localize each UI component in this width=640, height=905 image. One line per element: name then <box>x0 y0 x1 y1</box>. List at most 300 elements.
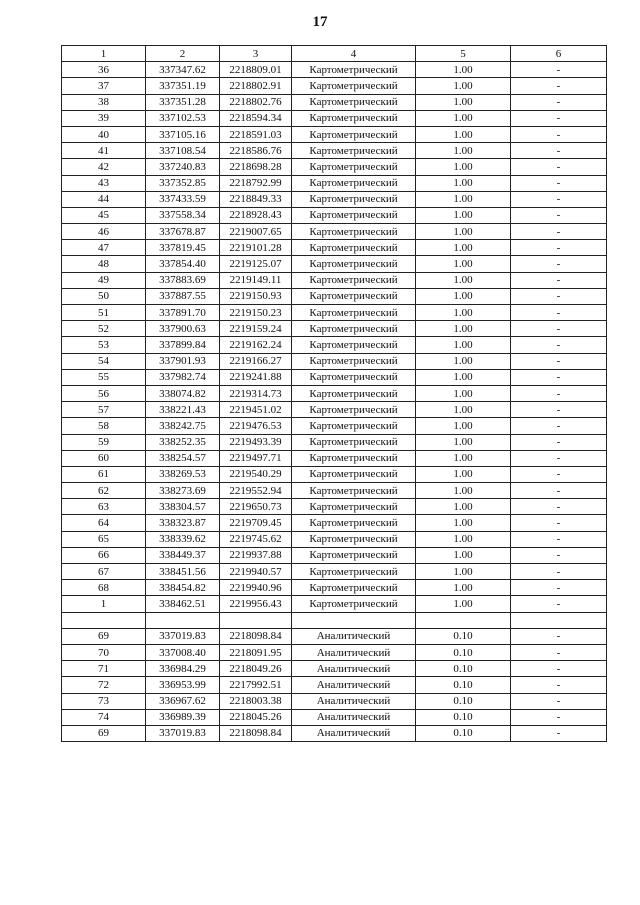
cell-description: - <box>511 628 607 644</box>
table-row <box>62 596 607 612</box>
cell-x-coordinate: 336984.29 <box>146 661 220 677</box>
cell-point-number: 39 <box>62 110 146 126</box>
cell-description: - <box>511 418 607 434</box>
cell-description: - <box>511 547 607 563</box>
cell-point-number: 51 <box>62 305 146 321</box>
cell-y-coordinate: 2219709.45 <box>220 515 292 531</box>
cell-accuracy: 1.00 <box>416 434 511 450</box>
cell-description: - <box>511 175 607 191</box>
cell-description: - <box>511 450 607 466</box>
table-body <box>62 62 607 742</box>
cell-method: Картометрический <box>292 143 416 159</box>
cell-accuracy: 1.00 <box>416 418 511 434</box>
cell-description: - <box>511 596 607 612</box>
table-row <box>62 272 607 288</box>
cell-x-coordinate: 337887.55 <box>146 288 220 304</box>
cell-point-number: 58 <box>62 418 146 434</box>
cell-accuracy: 0.10 <box>416 628 511 644</box>
cell-x-coordinate: 336989.39 <box>146 709 220 725</box>
cell-y-coordinate: 2218049.26 <box>220 661 292 677</box>
cell-description: - <box>511 580 607 596</box>
table-row <box>62 466 607 482</box>
cell-point-number: 65 <box>62 531 146 547</box>
cell-y-coordinate: 2219552.94 <box>220 483 292 499</box>
table-row <box>62 369 607 385</box>
cell-description: - <box>511 288 607 304</box>
cell-x-coordinate: 338339.62 <box>146 531 220 547</box>
cell-y-coordinate: 2218591.03 <box>220 126 292 142</box>
cell-accuracy: 1.00 <box>416 191 511 207</box>
cell-accuracy: 1.00 <box>416 159 511 175</box>
cell-x-coordinate: 337982.74 <box>146 369 220 385</box>
cell-y-coordinate <box>220 612 292 628</box>
cell-y-coordinate: 2218098.84 <box>220 725 292 741</box>
cell-method: Картометрический <box>292 434 416 450</box>
cell-y-coordinate: 2219162.24 <box>220 337 292 353</box>
cell-method: Картометрический <box>292 385 416 401</box>
cell-description: - <box>511 256 607 272</box>
cell-y-coordinate: 2219497.71 <box>220 450 292 466</box>
cell-point-number: 62 <box>62 483 146 499</box>
cell-method: Картометрический <box>292 353 416 369</box>
cell-accuracy <box>416 612 511 628</box>
cell-y-coordinate: 2219314.73 <box>220 385 292 401</box>
cell-point-number: 70 <box>62 644 146 660</box>
cell-accuracy: 0.10 <box>416 677 511 693</box>
cell-y-coordinate: 2218045.26 <box>220 709 292 725</box>
cell-y-coordinate: 2218098.84 <box>220 628 292 644</box>
cell-description: - <box>511 94 607 110</box>
table-row <box>62 191 607 207</box>
cell-accuracy: 1.00 <box>416 62 511 78</box>
cell-accuracy: 1.00 <box>416 353 511 369</box>
table-row <box>62 434 607 450</box>
cell-description: - <box>511 385 607 401</box>
cell-y-coordinate: 2218792.99 <box>220 175 292 191</box>
cell-accuracy: 1.00 <box>416 288 511 304</box>
cell-accuracy: 1.00 <box>416 483 511 499</box>
cell-x-coordinate: 337900.63 <box>146 321 220 337</box>
table-row <box>62 159 607 175</box>
table-row <box>62 110 607 126</box>
cell-method: Картометрический <box>292 596 416 612</box>
cell-point-number: 63 <box>62 499 146 515</box>
cell-y-coordinate: 2218586.76 <box>220 143 292 159</box>
cell-description: - <box>511 240 607 256</box>
cell-point-number: 56 <box>62 385 146 401</box>
table-row <box>62 337 607 353</box>
cell-method: Картометрический <box>292 94 416 110</box>
cell-method: Аналитический <box>292 725 416 741</box>
cell-y-coordinate: 2219159.24 <box>220 321 292 337</box>
cell-y-coordinate: 2219476.53 <box>220 418 292 434</box>
cell-y-coordinate: 2219745.62 <box>220 531 292 547</box>
table-row <box>62 709 607 725</box>
cell-y-coordinate: 2219956.43 <box>220 596 292 612</box>
header-cell-description: 6 <box>511 46 607 62</box>
cell-method: Аналитический <box>292 644 416 660</box>
cell-method: Картометрический <box>292 224 416 240</box>
table-row <box>62 450 607 466</box>
cell-y-coordinate: 2218594.34 <box>220 110 292 126</box>
cell-accuracy: 0.10 <box>416 725 511 741</box>
cell-description: - <box>511 515 607 531</box>
cell-x-coordinate: 337240.83 <box>146 159 220 175</box>
cell-point-number: 46 <box>62 224 146 240</box>
cell-point-number: 69 <box>62 725 146 741</box>
table-row <box>62 256 607 272</box>
cell-method: Картометрический <box>292 126 416 142</box>
cell-method: Аналитический <box>292 628 416 644</box>
cell-method: Картометрический <box>292 531 416 547</box>
cell-description: - <box>511 321 607 337</box>
table-row <box>62 628 607 644</box>
cell-accuracy: 1.00 <box>416 547 511 563</box>
cell-y-coordinate: 2219940.57 <box>220 564 292 580</box>
cell-point-number: 45 <box>62 207 146 223</box>
cell-y-coordinate: 2219007.65 <box>220 224 292 240</box>
cell-accuracy: 1.00 <box>416 499 511 515</box>
cell-method: Картометрический <box>292 402 416 418</box>
cell-accuracy: 1.00 <box>416 466 511 482</box>
cell-accuracy: 1.00 <box>416 224 511 240</box>
cell-method: Картометрический <box>292 191 416 207</box>
cell-point-number: 60 <box>62 450 146 466</box>
cell-method: Картометрический <box>292 499 416 515</box>
cell-description: - <box>511 337 607 353</box>
cell-point-number <box>62 612 146 628</box>
cell-method: Картометрический <box>292 305 416 321</box>
cell-description: - <box>511 369 607 385</box>
cell-point-number: 43 <box>62 175 146 191</box>
cell-point-number: 66 <box>62 547 146 563</box>
cell-x-coordinate: 337008.40 <box>146 644 220 660</box>
cell-description: - <box>511 353 607 369</box>
cell-method: Аналитический <box>292 709 416 725</box>
header-cell-y: 3 <box>220 46 292 62</box>
cell-y-coordinate: 2219451.02 <box>220 402 292 418</box>
table-row <box>62 305 607 321</box>
page-number: 17 <box>312 14 328 30</box>
table-row <box>62 62 607 78</box>
cell-x-coordinate: 337108.54 <box>146 143 220 159</box>
cell-description: - <box>511 564 607 580</box>
table-row <box>62 224 607 240</box>
cell-point-number: 54 <box>62 353 146 369</box>
table-row <box>62 321 607 337</box>
cell-y-coordinate: 2218698.28 <box>220 159 292 175</box>
cell-y-coordinate: 2218802.91 <box>220 78 292 94</box>
table-row <box>62 175 607 191</box>
cell-x-coordinate <box>146 612 220 628</box>
table-row <box>62 207 607 223</box>
cell-x-coordinate: 337901.93 <box>146 353 220 369</box>
cell-accuracy: 1.00 <box>416 402 511 418</box>
cell-method: Картометрический <box>292 272 416 288</box>
cell-x-coordinate: 338242.75 <box>146 418 220 434</box>
cell-method: Картометрический <box>292 256 416 272</box>
cell-point-number: 49 <box>62 272 146 288</box>
header-cell-accuracy: 5 <box>416 46 511 62</box>
cell-point-number: 53 <box>62 337 146 353</box>
cell-x-coordinate: 337352.85 <box>146 175 220 191</box>
cell-description: - <box>511 644 607 660</box>
table-row <box>62 693 607 709</box>
cell-accuracy: 1.00 <box>416 580 511 596</box>
cell-description: - <box>511 62 607 78</box>
cell-accuracy: 1.00 <box>416 126 511 142</box>
table-row <box>62 385 607 401</box>
cell-accuracy: 1.00 <box>416 240 511 256</box>
cell-accuracy: 0.10 <box>416 709 511 725</box>
cell-description: - <box>511 483 607 499</box>
cell-x-coordinate: 337819.45 <box>146 240 220 256</box>
cell-description: - <box>511 110 607 126</box>
cell-description: - <box>511 126 607 142</box>
cell-accuracy: 1.00 <box>416 450 511 466</box>
cell-description: - <box>511 78 607 94</box>
table-row <box>62 725 607 741</box>
cell-x-coordinate: 336967.62 <box>146 693 220 709</box>
cell-description: - <box>511 693 607 709</box>
cell-accuracy: 1.00 <box>416 175 511 191</box>
table-row <box>62 661 607 677</box>
cell-method: Картометрический <box>292 159 416 175</box>
cell-method: Картометрический <box>292 515 416 531</box>
cell-accuracy: 1.00 <box>416 321 511 337</box>
cell-point-number: 57 <box>62 402 146 418</box>
table-row <box>62 143 607 159</box>
cell-x-coordinate: 338252.35 <box>146 434 220 450</box>
table-row <box>62 515 607 531</box>
table-row <box>62 612 607 628</box>
cell-method: Картометрический <box>292 78 416 94</box>
cell-x-coordinate: 337351.19 <box>146 78 220 94</box>
table-row <box>62 78 607 94</box>
table-row <box>62 564 607 580</box>
coordinates-table <box>61 45 607 742</box>
cell-description: - <box>511 143 607 159</box>
table-row <box>62 353 607 369</box>
cell-method: Картометрический <box>292 369 416 385</box>
table-row <box>62 94 607 110</box>
cell-y-coordinate: 2219940.96 <box>220 580 292 596</box>
cell-x-coordinate: 337883.69 <box>146 272 220 288</box>
table-row <box>62 288 607 304</box>
cell-x-coordinate: 338449.37 <box>146 547 220 563</box>
cell-accuracy: 1.00 <box>416 337 511 353</box>
header-cell-point-number: 1 <box>62 46 146 62</box>
cell-x-coordinate: 337899.84 <box>146 337 220 353</box>
cell-method: Картометрический <box>292 62 416 78</box>
cell-x-coordinate: 337558.34 <box>146 207 220 223</box>
cell-description: - <box>511 466 607 482</box>
cell-y-coordinate: 2219149.11 <box>220 272 292 288</box>
cell-point-number: 74 <box>62 709 146 725</box>
cell-method: Аналитический <box>292 661 416 677</box>
table-row <box>62 418 607 434</box>
cell-x-coordinate: 338323.87 <box>146 515 220 531</box>
cell-x-coordinate: 337102.53 <box>146 110 220 126</box>
table-row <box>62 499 607 515</box>
cell-method: Аналитический <box>292 693 416 709</box>
cell-method: Картометрический <box>292 110 416 126</box>
cell-y-coordinate: 2219150.23 <box>220 305 292 321</box>
cell-description: - <box>511 272 607 288</box>
cell-description: - <box>511 709 607 725</box>
cell-accuracy: 1.00 <box>416 256 511 272</box>
header-row <box>62 46 607 62</box>
cell-description <box>511 612 607 628</box>
cell-x-coordinate: 337347.62 <box>146 62 220 78</box>
cell-point-number: 55 <box>62 369 146 385</box>
cell-accuracy: 1.00 <box>416 110 511 126</box>
cell-x-coordinate: 337854.40 <box>146 256 220 272</box>
cell-point-number: 64 <box>62 515 146 531</box>
cell-point-number: 1 <box>62 596 146 612</box>
cell-x-coordinate: 337019.83 <box>146 628 220 644</box>
cell-x-coordinate: 337678.87 <box>146 224 220 240</box>
cell-accuracy: 1.00 <box>416 385 511 401</box>
cell-method: Картометрический <box>292 337 416 353</box>
cell-point-number: 38 <box>62 94 146 110</box>
cell-x-coordinate: 338454.82 <box>146 580 220 596</box>
cell-y-coordinate: 2219650.73 <box>220 499 292 515</box>
cell-method: Картометрический <box>292 240 416 256</box>
cell-point-number: 68 <box>62 580 146 596</box>
cell-description: - <box>511 677 607 693</box>
cell-y-coordinate: 2219937.88 <box>220 547 292 563</box>
cell-y-coordinate: 2219101.28 <box>220 240 292 256</box>
cell-x-coordinate: 338462.51 <box>146 596 220 612</box>
cell-point-number: 50 <box>62 288 146 304</box>
cell-y-coordinate: 2219125.07 <box>220 256 292 272</box>
cell-x-coordinate: 338074.82 <box>146 385 220 401</box>
table-row <box>62 126 607 142</box>
cell-point-number: 48 <box>62 256 146 272</box>
cell-method: Картометрический <box>292 207 416 223</box>
cell-accuracy: 0.10 <box>416 644 511 660</box>
cell-method: Аналитический <box>292 677 416 693</box>
cell-point-number: 41 <box>62 143 146 159</box>
cell-y-coordinate: 2219241.88 <box>220 369 292 385</box>
cell-accuracy: 1.00 <box>416 94 511 110</box>
header-cell-x: 2 <box>146 46 220 62</box>
cell-y-coordinate: 2217992.51 <box>220 677 292 693</box>
cell-method: Картометрический <box>292 450 416 466</box>
cell-x-coordinate: 338273.69 <box>146 483 220 499</box>
cell-accuracy: 1.00 <box>416 515 511 531</box>
cell-description: - <box>511 224 607 240</box>
cell-description: - <box>511 661 607 677</box>
cell-method: Картометрический <box>292 483 416 499</box>
cell-point-number: 72 <box>62 677 146 693</box>
cell-accuracy: 0.10 <box>416 661 511 677</box>
cell-accuracy: 1.00 <box>416 272 511 288</box>
cell-accuracy: 1.00 <box>416 78 511 94</box>
cell-point-number: 47 <box>62 240 146 256</box>
table-row <box>62 240 607 256</box>
cell-x-coordinate: 337019.83 <box>146 725 220 741</box>
cell-point-number: 36 <box>62 62 146 78</box>
cell-x-coordinate: 337433.59 <box>146 191 220 207</box>
cell-method: Картометрический <box>292 466 416 482</box>
cell-method: Картометрический <box>292 175 416 191</box>
cell-method: Картометрический <box>292 418 416 434</box>
cell-point-number: 73 <box>62 693 146 709</box>
table-row <box>62 483 607 499</box>
cell-point-number: 42 <box>62 159 146 175</box>
cell-method: Картометрический <box>292 547 416 563</box>
table-row <box>62 547 607 563</box>
cell-y-coordinate: 2219493.39 <box>220 434 292 450</box>
header-cell-method: 4 <box>292 46 416 62</box>
cell-accuracy: 1.00 <box>416 305 511 321</box>
cell-description: - <box>511 434 607 450</box>
cell-description: - <box>511 531 607 547</box>
cell-y-coordinate: 2218802.76 <box>220 94 292 110</box>
cell-x-coordinate: 336953.99 <box>146 677 220 693</box>
cell-description: - <box>511 207 607 223</box>
cell-y-coordinate: 2218003.38 <box>220 693 292 709</box>
cell-accuracy: 1.00 <box>416 143 511 159</box>
cell-method: Картометрический <box>292 564 416 580</box>
cell-y-coordinate: 2219166.27 <box>220 353 292 369</box>
table-header <box>62 46 607 62</box>
cell-x-coordinate: 338269.53 <box>146 466 220 482</box>
table-row <box>62 644 607 660</box>
table-row <box>62 531 607 547</box>
cell-accuracy: 1.00 <box>416 369 511 385</box>
cell-point-number: 67 <box>62 564 146 580</box>
cell-description: - <box>511 159 607 175</box>
cell-method: Картометрический <box>292 580 416 596</box>
table-row <box>62 580 607 596</box>
cell-method: Картометрический <box>292 321 416 337</box>
cell-y-coordinate: 2218091.95 <box>220 644 292 660</box>
cell-x-coordinate: 338254.57 <box>146 450 220 466</box>
cell-x-coordinate: 338221.43 <box>146 402 220 418</box>
cell-description: - <box>511 499 607 515</box>
cell-description: - <box>511 191 607 207</box>
cell-x-coordinate: 338304.57 <box>146 499 220 515</box>
cell-description: - <box>511 725 607 741</box>
table-row <box>62 402 607 418</box>
cell-y-coordinate: 2219150.93 <box>220 288 292 304</box>
cell-accuracy: 1.00 <box>416 596 511 612</box>
cell-x-coordinate: 338451.56 <box>146 564 220 580</box>
cell-y-coordinate: 2218849.33 <box>220 191 292 207</box>
cell-y-coordinate: 2219540.29 <box>220 466 292 482</box>
cell-y-coordinate: 2218809.01 <box>220 62 292 78</box>
cell-y-coordinate: 2218928.43 <box>220 207 292 223</box>
cell-point-number: 59 <box>62 434 146 450</box>
cell-point-number: 61 <box>62 466 146 482</box>
cell-accuracy: 1.00 <box>416 564 511 580</box>
cell-method: Картометрический <box>292 288 416 304</box>
cell-method <box>292 612 416 628</box>
cell-point-number: 44 <box>62 191 146 207</box>
table-row <box>62 677 607 693</box>
cell-point-number: 69 <box>62 628 146 644</box>
cell-accuracy: 1.00 <box>416 207 511 223</box>
cell-accuracy: 1.00 <box>416 531 511 547</box>
cell-x-coordinate: 337891.70 <box>146 305 220 321</box>
cell-point-number: 71 <box>62 661 146 677</box>
cell-description: - <box>511 305 607 321</box>
cell-point-number: 40 <box>62 126 146 142</box>
cell-description: - <box>511 402 607 418</box>
